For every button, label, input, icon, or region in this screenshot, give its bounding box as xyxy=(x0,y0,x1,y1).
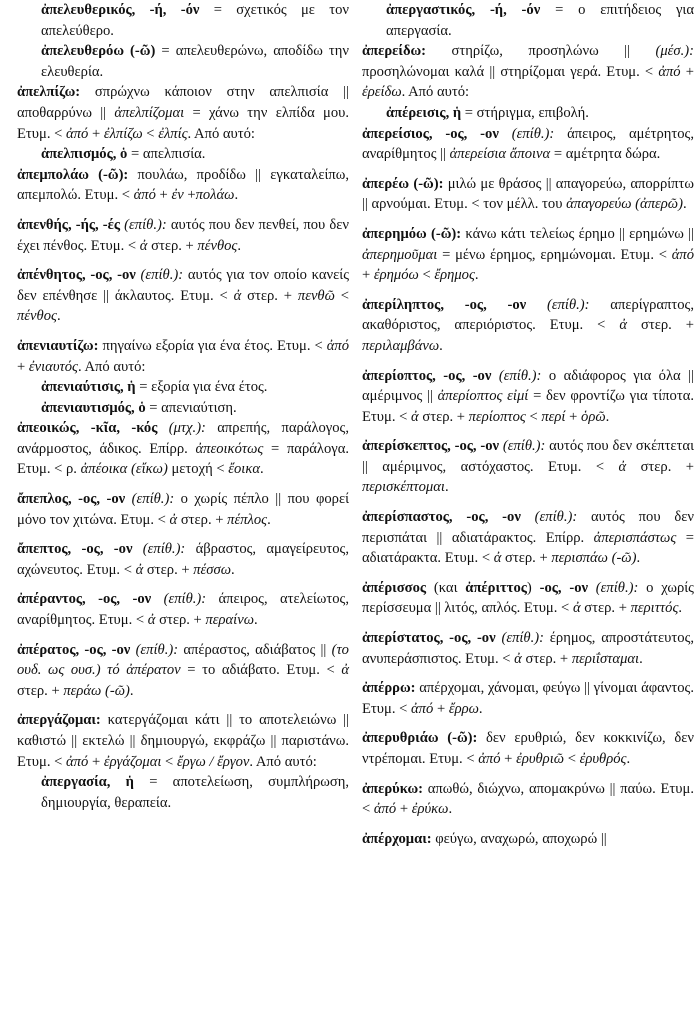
italic-text: ἐρείδω xyxy=(362,84,402,101)
definition-text: + xyxy=(565,408,582,425)
definition-text: . xyxy=(260,461,264,478)
definition-text: . xyxy=(605,408,610,425)
italic-text: ἀ xyxy=(618,458,627,475)
definition-text: . xyxy=(129,682,134,699)
italic-text: πολάω xyxy=(195,187,235,204)
italic-text: ἐλπίζω xyxy=(103,125,143,142)
definition-text: = εξορία για ένα έτος. xyxy=(135,379,268,396)
italic-text: περάω (-ῶ) xyxy=(63,682,130,699)
definition-text: άβραστος, αμαγείρευτος, αχώνευτος. Ετυμ. < xyxy=(17,541,349,578)
definition-text: στερ. + xyxy=(521,650,572,667)
headword: ἀπενιαυτισμός, ὁ xyxy=(41,399,146,416)
headword: ἀπεοικώς, -κῖα, -κός xyxy=(17,420,158,437)
dictionary-entry xyxy=(17,418,349,480)
definition-text: δεν ερυθριώ, δεν κοκκινίζω, δεν ντρέπομαι. Ετυμ. < xyxy=(362,730,695,767)
dictionary-entry xyxy=(362,779,694,820)
headword: ἀπενιαυτίζω: xyxy=(17,337,99,354)
definition-text: . xyxy=(254,612,258,629)
definition-text: < xyxy=(142,125,159,142)
italic-text: ἀπέοικα (εἴκω) xyxy=(80,461,168,478)
headword: ἀπέρατος, -ος, -ον xyxy=(17,641,131,658)
italic-text: (επίθ.): xyxy=(135,267,184,284)
dictionary-entry xyxy=(17,489,349,530)
definition-text: + xyxy=(680,63,694,80)
italic-text: πένθος xyxy=(197,237,238,254)
right-column xyxy=(362,0,694,858)
definition-text: ο χωρίς πέπλο || που φορεί μόνο τον χιτώνα. Ετυμ. < xyxy=(17,491,350,528)
definition-text: = ο επιτήδειος για απεργασία. xyxy=(386,2,694,39)
definition-text: κάνω κάτι τελείως έρημο || ερημώνω || xyxy=(461,225,695,242)
italic-text: ἔργω / ἔργον xyxy=(176,753,250,770)
italic-text: ἀ xyxy=(341,662,349,679)
headword: ἄπεπτος, -ος, -ον xyxy=(17,541,133,558)
definition-text: < xyxy=(161,753,177,770)
italic-text: (επίθ.): xyxy=(499,438,546,455)
dictionary-subentry xyxy=(17,377,349,398)
dictionary-entry xyxy=(362,366,694,428)
definition-text: = στήριγμα, επιβολή. xyxy=(461,104,589,121)
italic-text: ἀπό xyxy=(373,801,397,818)
definition-text: απωθώ, διώχνω, απομακρύνω || παύω. Ετυμ. < xyxy=(362,780,694,818)
italic-text: ἀπό xyxy=(658,63,681,80)
definition-text: άπειρος, ατελείωτος, αναρίθμητος. Ετυμ. < xyxy=(17,591,349,629)
definition-text: (και xyxy=(426,579,466,596)
dictionary-entry xyxy=(362,829,694,850)
headword: ἀπεμπολάω (-ῶ): xyxy=(17,166,129,183)
definition-text: στερ. + xyxy=(501,550,552,567)
definition-text: + xyxy=(500,751,517,767)
italic-text: ἔρρω xyxy=(448,700,479,717)
definition-text: στηρίζω, προσηλώνω || xyxy=(426,43,656,60)
italic-text: ἀπερημοῦμαι xyxy=(362,246,438,263)
italic-text: ἀπό xyxy=(411,700,434,717)
definition-text: + xyxy=(183,187,196,204)
definition-text: + xyxy=(433,700,449,717)
italic-text: ἔρημος xyxy=(434,267,475,284)
headword: ἀπενθής, -ής, -ές xyxy=(17,216,121,233)
italic-text: πέπλος xyxy=(227,511,268,528)
definition-text: στερ. + xyxy=(627,317,694,334)
italic-text: ἐργάζομαι xyxy=(103,753,162,770)
dictionary-entry xyxy=(362,436,694,498)
definition-text: . xyxy=(56,308,61,325)
italic-text: ἀπερείσια ἄποινα xyxy=(449,146,551,163)
headword: ἀπερέω (-ῶ): xyxy=(362,175,444,192)
definition-text: . Από αυτό: xyxy=(401,84,470,101)
definition-text: < xyxy=(564,751,580,767)
definition-text: ) xyxy=(526,579,540,596)
dictionary-entry xyxy=(362,628,694,669)
definition-text: φεύγω, αναχωρώ, αποχωρώ || xyxy=(431,830,607,847)
italic-text: (επίθ.): xyxy=(120,216,167,233)
definition-text: + xyxy=(362,267,374,284)
dictionary-subentry xyxy=(17,144,349,165)
italic-text: περισκέπτομαι xyxy=(362,479,445,496)
headword: ἀπερείδω: xyxy=(362,43,427,60)
definition-text: = αμέτρητα δώρα. xyxy=(550,146,661,163)
dictionary-subentry xyxy=(362,0,694,41)
definition-text: στερ. + xyxy=(17,682,64,699)
definition-text: . xyxy=(626,751,631,767)
definition-text: . xyxy=(478,700,483,717)
italic-text: ἐλπίς xyxy=(158,125,188,142)
definition-text: σπρώχνω κάποιον στην απελπισία || αποθαρρύνω || xyxy=(17,84,349,121)
italic-text: (μτχ.): xyxy=(157,420,206,437)
italic-text: ἀπό xyxy=(326,337,349,354)
italic-text: ἀπό xyxy=(478,751,501,767)
definition-text: αυτός για τον οποίο κανείς δεν επένθησε || άκλαυτος. Ετυμ. < xyxy=(17,267,349,304)
definition-text: < xyxy=(418,267,435,284)
headword: ἀπεργαστικός, -ή, -όν xyxy=(386,2,541,18)
headword: ἀπενιαύτισις, ἡ xyxy=(41,379,136,396)
dictionary-entry xyxy=(362,224,694,286)
italic-text: ἀ xyxy=(514,650,522,667)
dictionary-entry xyxy=(17,336,349,377)
italic-text: ἀπαγορεύω (ἀπερῶ) xyxy=(566,196,683,213)
italic-text: ἀπό xyxy=(671,246,694,263)
italic-text: πένθος xyxy=(17,308,57,325)
italic-text: (επίθ.): xyxy=(132,541,186,558)
definition-text: στερ. + xyxy=(177,511,228,528)
italic-text: ἀπερίοπτος εἰμί xyxy=(437,388,529,405)
definition-text: ο χωρίς περίσσευμα || λιτός, απλός. Ετυμ. < xyxy=(362,579,694,617)
italic-text: (μέσ.): xyxy=(655,43,694,60)
italic-text: ἐρημόω xyxy=(373,267,419,284)
headword: ἄπεπλος, -ος, -ον xyxy=(17,491,126,508)
italic-text: ἐρυθριῶ xyxy=(516,751,565,767)
definition-text: . xyxy=(439,337,443,354)
dictionary-entry xyxy=(17,82,349,144)
definition-text: στερ. + xyxy=(626,458,694,475)
definition-text: αυτός που δεν σκέπτεται || αμέριμνος, αστόχαστος. Ετυμ. < xyxy=(362,438,694,475)
italic-text: ἀ xyxy=(135,561,144,578)
italic-text: ἀ xyxy=(169,511,178,528)
definition-text: αυτός που δεν περισπάται || αδιατάρακτος. Επίρρ. xyxy=(362,509,694,546)
italic-text: ἀ xyxy=(411,408,419,425)
dictionary-subentry xyxy=(17,41,349,82)
italic-text: ὁρῶ xyxy=(581,408,606,425)
italic-text: (το ουδ. ως ουσ.) τό ἀπέρατον xyxy=(17,641,349,679)
italic-text: περιττός xyxy=(630,600,679,617)
definition-text: = απελπισία. xyxy=(127,146,206,163)
definition-text: . xyxy=(448,801,453,818)
definition-text: . xyxy=(636,550,641,567)
headword: ἀπεργάζομαι: xyxy=(17,712,101,729)
italic-text: ἐρυθρός xyxy=(579,751,627,767)
italic-text: πενθῶ xyxy=(297,287,335,304)
definition-text: απέρχομαι, χάνομαι, φεύγω || γίνομαι άφαντος. Ετυμ. < xyxy=(362,680,694,717)
definition-text: πηγαίνω εξορία για ένα έτος. Ετυμ. < xyxy=(98,337,327,354)
italic-text: πέσσω xyxy=(193,561,232,578)
definition-text: στερ. + xyxy=(241,287,298,304)
definition-text: = δεν φροντίζω για τίποτα. Ετυμ. < xyxy=(362,388,694,425)
dictionary-subentry xyxy=(17,772,349,813)
italic-text: ἀπό xyxy=(66,125,89,142)
definition-text: < xyxy=(525,408,542,425)
italic-text: (επίθ.): xyxy=(125,491,175,508)
definition-text: . Από αυτό: xyxy=(187,125,255,142)
italic-text: περαίνω xyxy=(205,612,255,629)
dictionary-subentry xyxy=(17,0,349,41)
definition-text: = αποτελείωση, συμπλήρωση, δημιουργία, θεραπεία. xyxy=(41,774,349,811)
headword: ἀπελευθερόω (-ῶ) xyxy=(41,43,156,60)
italic-text: (επίθ.): xyxy=(151,591,207,608)
dictionary-entry xyxy=(362,124,694,165)
italic-text: ἀ xyxy=(139,237,148,254)
italic-text: περίοπτος xyxy=(468,408,526,425)
dictionary-entry xyxy=(362,41,694,103)
headword: ἀπερίσκεπτος, -ος, -ον xyxy=(362,438,500,455)
definition-text: = σχετικός με τον απελεύθερο. xyxy=(41,2,349,39)
headword: ἀπέρχομαι: xyxy=(362,830,432,847)
dictionary-entry xyxy=(362,295,694,357)
dictionary-entry xyxy=(17,589,349,630)
definition-text: ο αδιάφορος για όλα || αμέριμνος || xyxy=(362,367,694,405)
dictionary-entry xyxy=(362,678,694,719)
italic-text: περιΐσταμαι xyxy=(571,650,640,667)
definition-text: στερ. + xyxy=(418,408,469,425)
definition-text: = απενιαύτιση. xyxy=(145,399,237,416)
definition-text: = το αδιάβατο. Ετυμ. < xyxy=(180,662,342,679)
headword: -ος, -ον xyxy=(539,579,589,596)
italic-text: (επίθ.): xyxy=(520,509,578,526)
headword: ἀπερημόω (-ῶ): xyxy=(362,225,462,242)
definition-text: + xyxy=(17,358,29,375)
definition-text: αυτός που δεν πενθεί, που δεν έχει πένθος. Ετυμ. < xyxy=(17,216,350,254)
definition-text: = μένω έρημος, ερημώνομαι. Ετυμ. < xyxy=(437,246,672,263)
headword: ἀπερίοπτος, -ος, -ον xyxy=(362,367,492,384)
headword: ἀπερείσιος, -ος, -ον xyxy=(362,125,499,142)
italic-text: ἔοικα xyxy=(228,461,261,478)
italic-text: ἐνιαυτός xyxy=(28,358,78,375)
italic-text: ἀ xyxy=(619,317,628,334)
definition-text: . xyxy=(678,600,683,617)
definition-text: . Από αυτό: xyxy=(77,358,146,375)
definition-text: . xyxy=(682,196,687,213)
dictionary-entry xyxy=(362,174,694,215)
definition-text: . xyxy=(474,267,479,284)
dictionary-entry xyxy=(17,710,349,772)
dictionary-entry xyxy=(17,640,349,702)
italic-text: (επίθ.): xyxy=(526,296,590,313)
dictionary-entry xyxy=(362,728,694,769)
definition-text: . xyxy=(639,650,643,667)
dictionary-entry xyxy=(17,215,349,256)
headword: ἀπέρεισις, ἡ xyxy=(386,104,462,121)
dictionary-entry xyxy=(362,507,694,569)
definition-text: . xyxy=(237,237,242,254)
italic-text: (επίθ.): xyxy=(130,641,179,658)
italic-text: ἀπελπίζομαι xyxy=(114,104,185,121)
headword: ἀπελπίζω: xyxy=(17,84,81,101)
dictionary-entry xyxy=(362,578,694,619)
definition-text: πουλάω, προδίδω || εγκαταλείπω, απεμπολώ. Ετυμ. < xyxy=(17,166,349,204)
definition-text: άπειρος, αμέτρητος, αναρίθμητος || xyxy=(362,125,694,163)
definition-text: < xyxy=(334,287,349,304)
definition-text: προσηλώνομαι καλά || στηρίζομαι γερά. Ετυμ. < xyxy=(362,63,659,80)
headword: ἀπερίστατος, -ος, -ον xyxy=(362,630,496,647)
italic-text: ἀπό xyxy=(133,187,156,204)
italic-text: ἀ xyxy=(493,550,502,567)
definition-text: έρημος, απροστάτευτος, ανυπεράσπιστος. Ετυμ. < xyxy=(362,630,694,667)
definition-text: + xyxy=(88,753,104,770)
definition-text: = αδιατάρακτα. Ετυμ. < xyxy=(362,529,694,567)
italic-text: ἀπό xyxy=(66,753,89,770)
definition-text: στερ. + xyxy=(147,237,198,254)
headword: ἀπερίσπαστος, -ος, -ον xyxy=(362,509,521,526)
definition-text: . xyxy=(444,479,449,496)
headword: ἀπέριττος xyxy=(465,579,527,596)
italic-text: ἀπερισπάστως xyxy=(593,529,677,546)
italic-text: ἀ xyxy=(147,612,156,629)
headword: ἀπέρισσος xyxy=(362,579,427,596)
dictionary-subentry xyxy=(362,103,694,124)
definition-text: . xyxy=(234,187,239,204)
headword: ἀπέραντος, -ος, -ον xyxy=(17,591,152,608)
headword: ἀπένθητος, -ος, -ον xyxy=(17,267,136,284)
definition-text: απρεπής, παράλογος, ανάρμοστος, άδικος. Επίρρ. xyxy=(17,420,349,457)
italic-text: περί xyxy=(541,408,566,425)
definition-text: στερ. + xyxy=(143,561,194,578)
left-column xyxy=(17,0,349,813)
italic-text: ἀ xyxy=(233,287,242,304)
definition-text: κατεργάζομαι κάτι || το αποτελειώνω || καθιστώ || εκτελώ || δημιουργώ, εκφράζω || παριστάνω. Ετυμ. < xyxy=(17,712,349,770)
headword: ἀπερίληπτος, -ος, -ον xyxy=(362,296,527,313)
dictionary-subentry xyxy=(17,398,349,419)
definition-text: . xyxy=(267,511,271,528)
dictionary-entry xyxy=(17,165,349,206)
dictionary-entry xyxy=(17,539,349,580)
definition-text: = παράλογα. Ετυμ. < ρ. xyxy=(17,440,349,478)
italic-text: περισπάω (-ῶ) xyxy=(551,550,637,567)
definition-text: μιλώ με θράσος || απαγορεύω, απορρίπτω || αρνούμαι. Ετυμ. < τον μέλλ. του xyxy=(362,175,695,213)
definition-text: + xyxy=(396,801,412,818)
definition-text: απέραστος, αδιάβατος || xyxy=(178,641,332,658)
definition-text: . Από αυτό: xyxy=(249,753,317,770)
definition-text: στερ. + xyxy=(155,612,206,629)
headword: ἀπέρρω: xyxy=(362,680,416,697)
headword: ἀπελευθερικός, -ή, -όν xyxy=(41,2,200,18)
italic-text: ἐν xyxy=(171,187,184,204)
definition-text: = χάνω την ελπίδα μου. Ετυμ. < xyxy=(17,104,349,142)
headword: ἀπερυθριάω (-ῶ): xyxy=(362,730,478,747)
italic-text: ἀπεοικότως xyxy=(195,440,264,457)
italic-text: (επίθ.): xyxy=(588,579,639,596)
italic-text: περιλαμβάνω xyxy=(362,337,440,354)
italic-text: ἐρύκω xyxy=(411,801,449,818)
definition-text: + xyxy=(88,125,104,142)
italic-text: (επίθ.): xyxy=(498,125,555,142)
italic-text: ἀ xyxy=(572,600,581,617)
definition-text: = απελευθερώνω, αποδίδω την ελευθερία. xyxy=(41,43,349,80)
headword: ἀπερύκω: xyxy=(362,780,423,797)
definition-text: μετοχή < xyxy=(167,461,229,478)
headword: ἀπεργασία, ἡ xyxy=(41,774,134,791)
definition-text: απερίγραπτος, ακαθόριστος, απεριόριστος. Ετυμ. < xyxy=(362,296,694,334)
dictionary-entry xyxy=(17,265,349,327)
definition-text: + xyxy=(155,187,172,204)
definition-text: στερ. + xyxy=(580,600,631,617)
italic-text: (επίθ.): xyxy=(491,367,542,384)
definition-text: . xyxy=(231,561,235,578)
headword: ἀπελπισμός, ὁ xyxy=(41,146,128,163)
italic-text: (επίθ.): xyxy=(495,630,544,647)
